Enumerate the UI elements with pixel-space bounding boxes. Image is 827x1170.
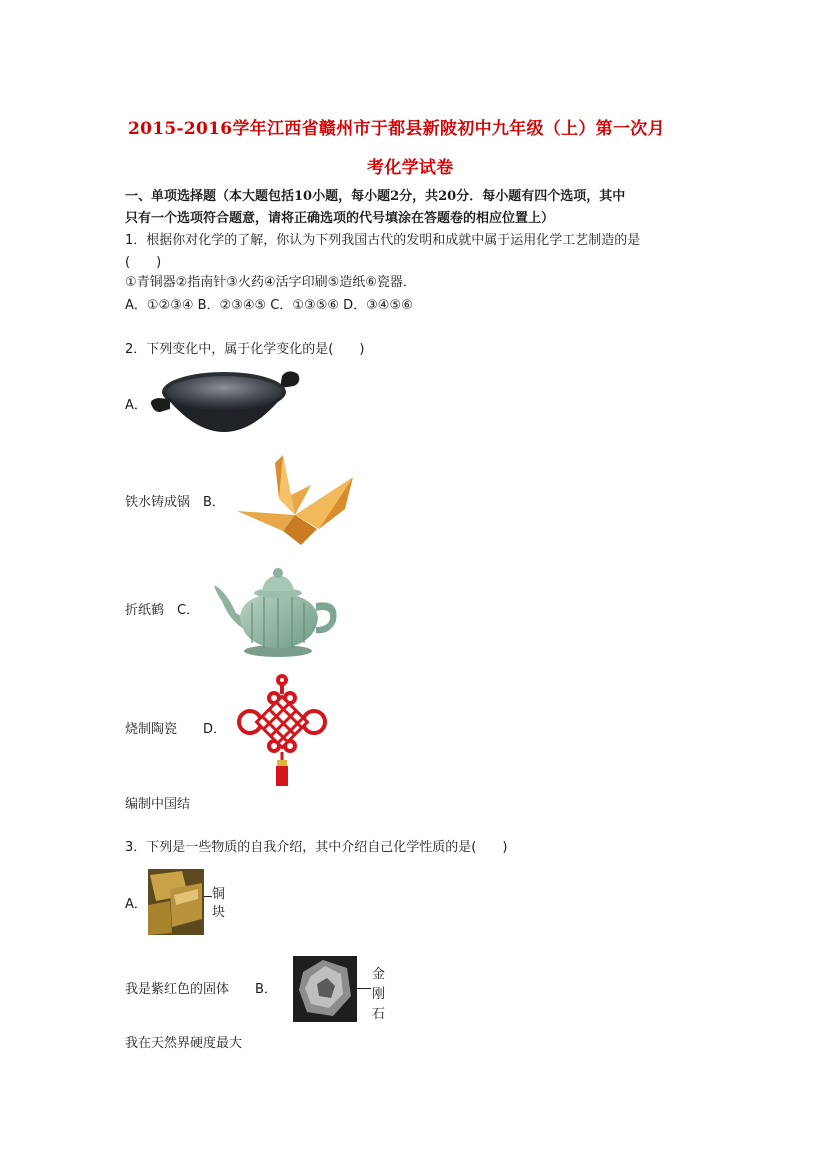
q2-caption-c-option-d: 烧制陶瓷 D． [125, 722, 227, 737]
diamond-label-char-2: 刚 [372, 987, 386, 1002]
teapot-image [212, 563, 342, 658]
q1-stem: 1．根据你对化学的了解，你认为下列我国古代的发明和成就中属于运用化学工艺制造的是 [125, 233, 641, 248]
q1-items: ①青铜器②指南针③火药④活字印刷⑤造纸⑥瓷器． [125, 275, 416, 290]
q1-blank: ( ) [125, 255, 162, 270]
paper-crane-image [235, 455, 355, 547]
diamond-label-char-1: 金 [372, 967, 386, 982]
q3-option-a: A． [125, 897, 147, 912]
copper-label-char-2: 块 [212, 905, 226, 920]
copper-label-line [204, 896, 212, 897]
q2-option-a: A． [125, 398, 147, 413]
q3-caption-a-option-b: 我是紫红色的固体 B． [125, 982, 277, 997]
q3-caption-b: 我在天然界硬度最大 [125, 1036, 243, 1051]
copper-block-image [148, 869, 204, 935]
copper-label-char-1: 铜 [212, 887, 226, 902]
page-title-line1: 2015-2016学年江西省赣州市于都县新陂初中九年级（上）第一次月 [128, 119, 665, 139]
diamond-label-line [357, 988, 371, 989]
q3-stem: 3．下列是一些物质的自我介绍，其中介绍自己化学性质的是( ) [125, 840, 508, 855]
diamond-label-char-3: 石 [372, 1007, 386, 1022]
q2-stem: 2．下列变化中，属于化学变化的是( ) [125, 342, 365, 357]
section-heading-line1: 一、单项选择题（本大题包括10小题，每小题2分，共20分．每小题有四个选项，其中 [125, 189, 626, 204]
chinese-knot-image [234, 672, 330, 788]
q2-caption-a-option-b: 铁水铸成锅 B． [125, 495, 225, 510]
section-heading-line2: 只有一个选项符合题意，请将正确选项的代号填涂在答题卷的相应位置上） [125, 211, 555, 226]
q2-caption-d: 编制中国结 [125, 797, 191, 812]
page-title-line2: 考化学试卷 [367, 158, 454, 178]
q2-caption-b-option-c: 折纸鹤 C． [125, 603, 200, 618]
wok-image [148, 362, 303, 444]
diamond-image [293, 956, 357, 1022]
q1-options: A．①②③④ B．②③④⑤ C．①③⑤⑥ D．③④⑤⑥ [125, 298, 413, 313]
